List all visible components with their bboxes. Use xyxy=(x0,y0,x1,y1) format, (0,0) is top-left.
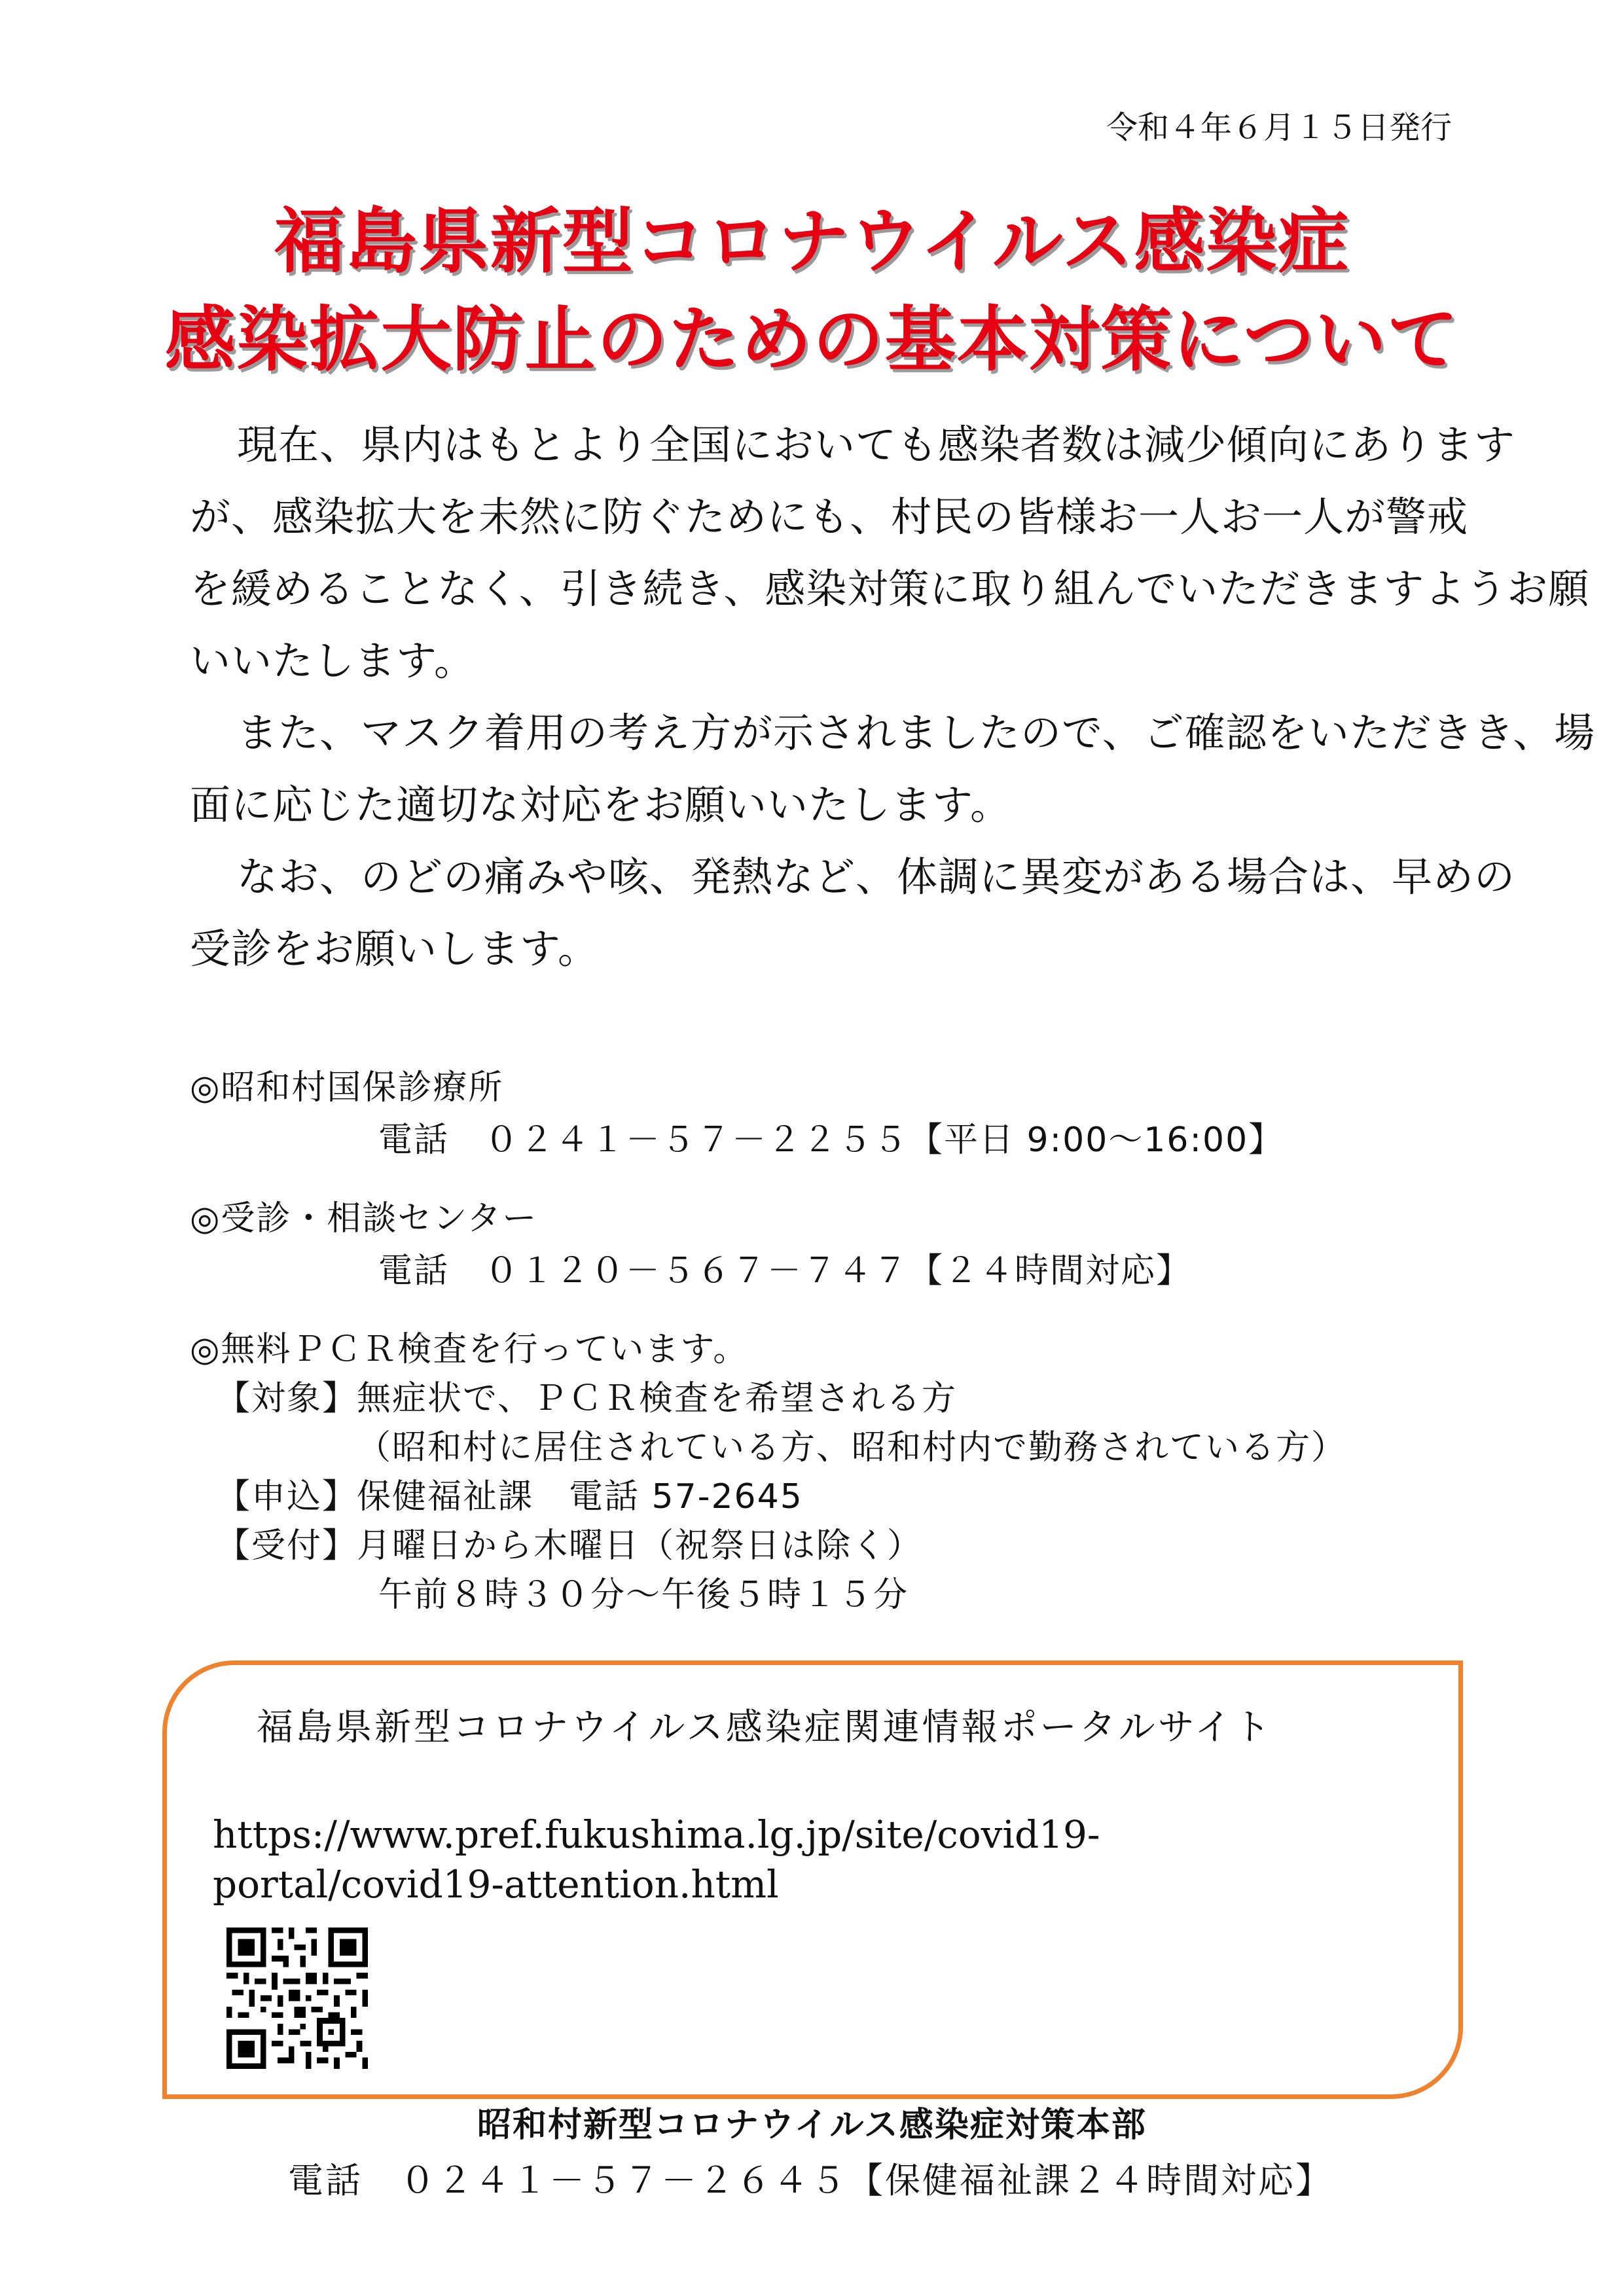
body-paragraph-3-line-1: なお、のどの痛みや咳、発熱など、体調に異変がある場合は、早めの xyxy=(237,853,1516,901)
pcr-reception-days: 月曜日から木曜日（祝祭日は除く） xyxy=(357,1526,923,1566)
pcr-heading: ◎無料ＰＣＲ検査を行っています。 xyxy=(190,1330,749,1369)
page-title-line-1: 福島県新型コロナウイルス感染症 xyxy=(274,201,1350,283)
pcr-apply-label: 【申込】 xyxy=(216,1477,358,1516)
body-paragraph-1-line-1: 現在、県内はもとより全国においても感染者数は減少傾向にあります xyxy=(237,421,1516,469)
pcr-apply-text: 保健福祉課 電話 57-2645 xyxy=(357,1477,803,1516)
portal-url-line-1[interactable]: https://www.pref.fukushima.lg.jp/site/covid19- xyxy=(213,1812,1100,1857)
page-title-line-2: 感染拡大防止のための基本対策について xyxy=(164,299,1460,381)
pcr-target-text: 無症状で、ＰＣＲ検査を希望される方 xyxy=(357,1379,957,1418)
body-paragraph-1-line-3: を緩めることなく、引き続き、感染対策に取り組んでいただきますようお願 xyxy=(190,565,1590,613)
clinic-phone: 電話 ０２４１－５７－２２５５【平日 9:00～16:00】 xyxy=(378,1121,1284,1160)
portal-site-title: 福島県新型コロナウイルス感染症関連情報ポータルサイト xyxy=(257,1706,1273,1749)
footer-phone: 電話 ０２４１－５７－２６４５【保健福祉課２４時間対応】 xyxy=(288,2160,1333,2201)
issue-date: 令和４年６月１５日発行 xyxy=(1106,109,1453,146)
pcr-reception-hours: 午前８時３０分～午後５時１５分 xyxy=(378,1575,909,1615)
pcr-reception-label: 【受付】 xyxy=(216,1526,358,1566)
pcr-target-note: （昭和村に居住されている方、昭和村内で勤務されている方） xyxy=(357,1428,1347,1467)
footer-organization: 昭和村新型コロナウイルス感染症対策本部 xyxy=(477,2106,1147,2145)
consultation-center-name: ◎受診・相談センター xyxy=(190,1199,538,1238)
body-paragraph-2-line-1: また、マスク着用の考え方が示されましたので、ご確認をいただきき、場 xyxy=(237,709,1596,757)
pcr-target-label: 【対象】 xyxy=(216,1379,358,1418)
body-paragraph-1-line-4: いいたします。 xyxy=(190,637,476,685)
consultation-center-phone: 電話 ０１２０－５６７－７４７【２４時間対応】 xyxy=(378,1251,1192,1291)
qr-code[interactable] xyxy=(226,1928,368,2069)
body-paragraph-2-line-2: 面に応じた適切な対応をお願いいたします。 xyxy=(190,781,1012,829)
body-paragraph-1-line-2: が、感染拡大を未然に防ぐためにも、村民の皆様お一人お一人が警戒 xyxy=(190,493,1469,541)
clinic-name: ◎昭和村国保診療所 xyxy=(190,1068,504,1107)
body-paragraph-3-line-2: 受診をお願いします。 xyxy=(190,925,600,973)
portal-url-line-2[interactable]: portal/covid19-attention.html xyxy=(213,1862,779,1907)
